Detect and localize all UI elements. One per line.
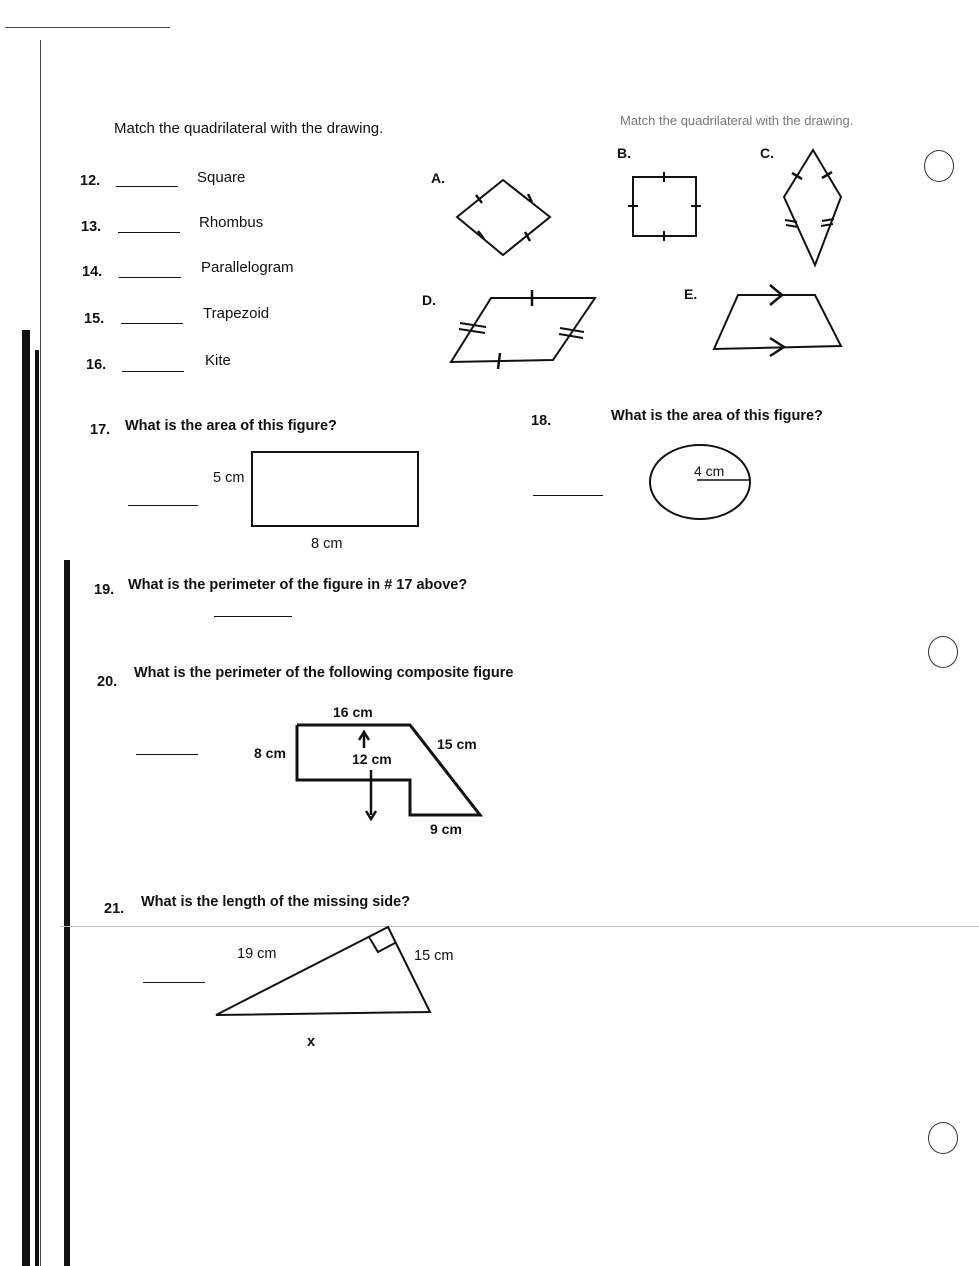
binder-strip <box>35 350 39 1266</box>
punch-hole <box>924 150 954 182</box>
question-text: What is the perimeter of the following composite figure <box>134 665 514 681</box>
shape-letter-d: D. <box>422 292 436 308</box>
answer-blank[interactable] <box>119 277 181 278</box>
question-number: 16. <box>86 357 107 373</box>
instruction-faint-repeat: Match the quadrilateral with the drawing. <box>620 113 854 128</box>
top-rule <box>5 27 170 28</box>
circle-radius-label: 4 cm <box>694 463 725 479</box>
composite-top-label: 16 cm <box>333 704 373 720</box>
answer-blank[interactable] <box>121 323 183 324</box>
binder-strip <box>64 560 70 1266</box>
answer-blank[interactable] <box>533 495 603 496</box>
question-number: 13. <box>81 219 102 235</box>
answer-blank[interactable] <box>136 754 198 755</box>
question-number: 19. <box>94 582 115 598</box>
composite-inner-label: 12 cm <box>352 751 392 767</box>
scan-line <box>60 926 979 927</box>
triangle-hyp-label: 19 cm <box>237 946 277 962</box>
rect-height-label: 5 cm <box>213 470 245 486</box>
shape-letter-a: A. <box>431 170 445 186</box>
answer-blank[interactable] <box>122 371 184 372</box>
answer-blank[interactable] <box>128 505 198 506</box>
instruction-text: Match the quadrilateral with the drawing. <box>114 120 384 137</box>
matching-label: Kite <box>205 352 231 369</box>
question-number: 15. <box>84 311 105 327</box>
question-text: What is the area of this figure? <box>125 418 337 434</box>
shape-letter-e: E. <box>684 286 698 302</box>
matching-label: Rhombus <box>199 214 264 231</box>
matching-label: Square <box>197 169 246 186</box>
punch-hole <box>928 1122 958 1154</box>
question-number: 20. <box>97 674 118 690</box>
composite-slant-label: 15 cm <box>437 736 477 752</box>
punch-hole <box>928 636 958 668</box>
question-number: 12. <box>80 173 101 189</box>
binder-strip <box>22 330 30 1266</box>
answer-blank[interactable] <box>214 616 292 617</box>
answer-blank[interactable] <box>118 232 180 233</box>
question-number: 17. <box>90 422 111 438</box>
triangle-base-label: x <box>307 1034 316 1050</box>
answer-blank[interactable] <box>143 982 205 983</box>
matching-label: Trapezoid <box>203 305 270 322</box>
triangle-leg-label: 15 cm <box>414 948 454 964</box>
margin-line <box>40 40 41 1266</box>
composite-bottom-label: 9 cm <box>430 821 462 837</box>
question-number: 18. <box>531 413 552 429</box>
shape-letter-b: B. <box>617 145 631 161</box>
rectangle-figure <box>251 451 419 527</box>
question-text: What is the perimeter of the figure in # 17 above? <box>128 577 468 593</box>
question-number: 21. <box>104 901 125 917</box>
composite-left-label: 8 cm <box>254 745 286 761</box>
matching-label: Parallelogram <box>201 259 294 276</box>
question-number: 14. <box>82 264 103 280</box>
shape-letter-c: C. <box>760 145 774 161</box>
question-text: What is the area of this figure? <box>611 408 823 424</box>
rect-width-label: 8 cm <box>311 536 343 552</box>
answer-blank[interactable] <box>116 186 178 187</box>
question-text: What is the length of the missing side? <box>141 894 411 910</box>
